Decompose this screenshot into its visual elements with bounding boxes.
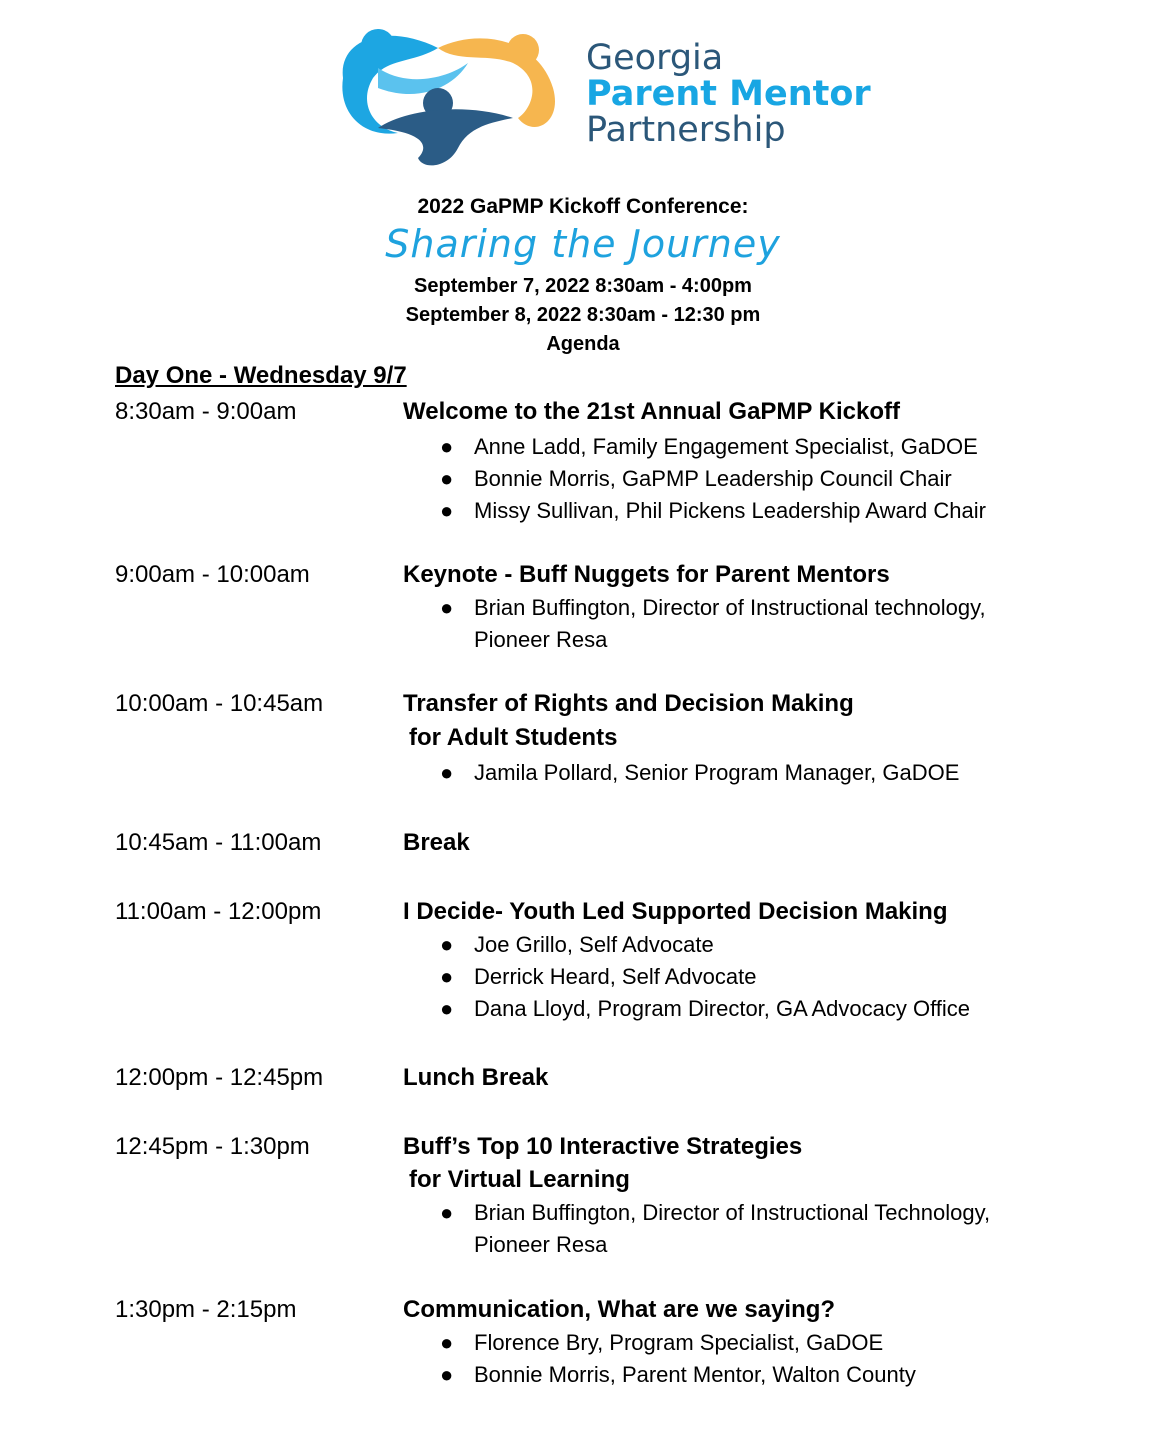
list-item [440,592,986,624]
presenter-list [440,592,986,656]
bullet-icon: ● [440,434,454,459]
list-item [440,431,986,463]
presenter-list [440,1327,916,1391]
bullet-icon: ● [440,760,454,785]
presenter-name: Dana Lloyd, Program Director, GA Advocacy Office [474,996,971,1021]
presenter-name: Florence Bry, Program Specialist, GaDOE [474,1330,884,1355]
list-item [440,1359,916,1391]
logo-text-line1: Georgia [586,38,724,78]
session-time: 9:00am - 10:00am [115,561,310,588]
presenter-name: Brian Buffington, Director of Instructional Technology, [474,1200,991,1225]
bullet-icon: ● [440,1200,454,1225]
list-item [440,961,970,993]
bullet-icon: ● [440,964,454,989]
presenter-name: Joe Grillo, Self Advocate [474,932,714,957]
date-line-2: September 8, 2022 8:30am - 12:30 pm [405,304,761,326]
day-heading: Day One - Wednesday 9/7 [115,362,407,389]
session-time: 8:30am - 9:00am [115,398,297,425]
session-title: I Decide- Youth Led Supported Decision Making [403,898,948,925]
session-title-continued: for Adult Students [409,724,618,751]
presenter-name: Derrick Heard, Self Advocate [474,964,757,989]
bullet-icon: ● [440,498,454,523]
session-time: 12:45pm - 1:30pm [115,1133,310,1160]
session-title: Lunch Break [403,1064,549,1091]
list-item [440,757,959,789]
session-title: Communication, What are we saying? [403,1296,836,1323]
presenter-list [440,1197,990,1261]
list-item [440,463,986,495]
list-item [440,1327,916,1359]
presenter-name: Pioneer Resa [474,1232,608,1257]
presenter-list [440,431,986,527]
presenter-name: Pioneer Resa [474,627,608,652]
bullet-icon: ● [440,932,454,957]
session-title-continued: for Virtual Learning [409,1166,630,1193]
bullet-icon: ● [440,996,454,1021]
presenter-name: Brian Buffington, Director of Instructional technology, [474,595,986,620]
list-item [440,624,986,656]
session-time: 10:00am - 10:45am [115,690,324,717]
presenter-name: Bonnie Morris, Parent Mentor, Walton County [474,1362,916,1387]
presenter-name: Anne Ladd, Family Engagement Specialist, GaDOE [474,434,978,459]
presenter-list [440,757,959,789]
list-item [440,495,986,527]
presenter-name: Missy Sullivan, Phil Pickens Leadership Award Chair [474,498,986,523]
session-time: 11:00am - 12:00pm [115,898,322,925]
list-item [440,993,970,1025]
logo [300,8,871,178]
session-title: Keynote - Buff Nuggets for Parent Mentors [403,561,890,588]
presenter-name: Bonnie Morris, GaPMP Leadership Council Chair [474,466,952,491]
session-time: 1:30pm - 2:15pm [115,1296,297,1323]
presenter-name: Jamila Pollard, Senior Program Manager, GaDOE [474,760,960,785]
logo-text-line3: Partnership [586,110,786,150]
conference-title: 2022 GaPMP Kickoff Conference: [417,195,749,218]
bullet-icon: ● [440,595,454,620]
session-title: Buff’s Top 10 Interactive Strategies [403,1133,803,1160]
list-item [440,1229,990,1261]
presenter-list [440,929,970,1025]
session-title: Break [403,829,470,856]
session-time: 12:00pm - 12:45pm [115,1064,324,1091]
list-item [440,1197,990,1229]
agenda-label: Agenda [546,333,620,355]
list-item [440,929,970,961]
logo-text-line2: Parent Mentor [586,74,871,114]
bullet-icon: ● [440,466,454,491]
logo-figures-icon [318,8,568,178]
session-title: Welcome to the 21st Annual GaPMP Kickoff [403,398,900,425]
bullet-icon: ● [440,1330,454,1355]
session-time: 10:45am - 11:00am [115,829,322,856]
conference-subtitle: Sharing the Journey [385,222,781,266]
session-title: Transfer of Rights and Decision Making [403,690,854,717]
date-line-1: September 7, 2022 8:30am - 4:00pm [414,275,752,297]
bullet-icon: ● [440,1362,454,1387]
